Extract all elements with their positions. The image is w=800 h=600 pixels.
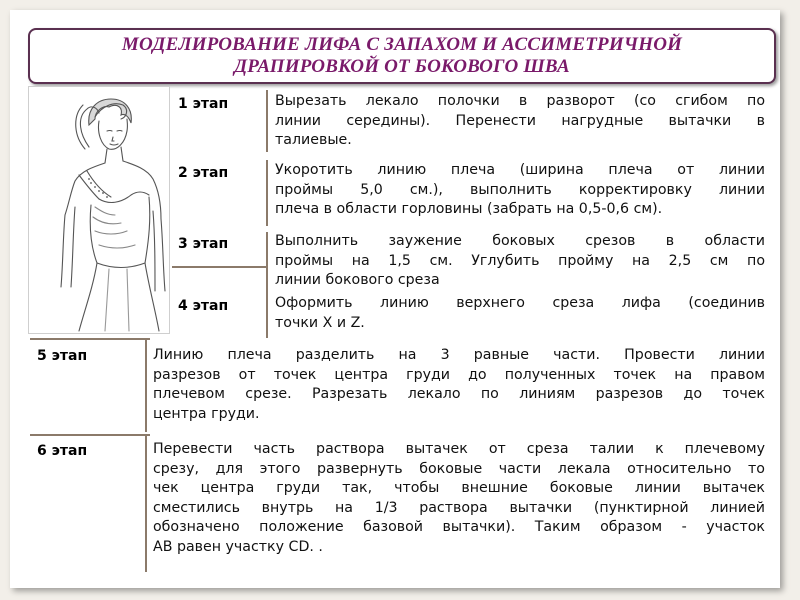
separator-stage-3 (266, 232, 268, 338)
stage-4-label: 4 этап (178, 298, 229, 314)
stage-3-label: 3 этап (178, 236, 229, 252)
separator-stage-1 (266, 90, 268, 152)
stage-1-label: 1 этап (178, 96, 229, 112)
stage-2-label: 2 этап (178, 165, 229, 181)
stage-2-text: Укоротить линию плеча (ширина плеча от линии проймы 5,0 см.), выполнить корректировку линии плеча в области горловины (забрать на 0,5-0,6 см). (275, 162, 765, 217)
stage-4-text: Оформить линию верхнего среза лифа (соединив точки X и Z. (275, 295, 765, 331)
stage-5-text: Линию плеча разделить на 3 равные части. Провести линии разрезов от точек центра груди до полученных точек на правом плечевом срезе. Разрезать лекало по линиям разрезов до точек центра груди. (153, 347, 765, 422)
underline-stage-6 (30, 434, 150, 436)
stage-1-text: Вырезать лекало полочки в разворот (со сгибом по линии середины). Перенести нагрудные вытачки в талиевые. (275, 93, 765, 148)
underline-stage-3-4 (172, 266, 268, 268)
title-line-2: ДРАПИРОВКОЙ ОТ БОКОВОГО ШВА (234, 56, 570, 77)
separator-stage-2 (266, 160, 268, 226)
title-line-1: МОДЕЛИРОВАНИЕ ЛИФА С ЗАПАХОМ И АССИМЕТРИЧНОЙ (121, 34, 683, 55)
underline-stage-5 (30, 338, 150, 340)
title-box (28, 28, 776, 84)
separator-stage-6 (145, 436, 147, 572)
stage-6-label: 6 этап (37, 443, 88, 459)
stage-5-label: 5 этап (37, 348, 88, 364)
bodice-sketch-image (28, 86, 170, 334)
stage-3-text: Выполнить заужение боковых срезов в области проймы на 1,5 см. Углубить пройму на 2,5 см по линии бокового среза (275, 233, 765, 288)
bodice-sketch (29, 87, 169, 333)
separator-stage-5 (145, 340, 147, 432)
stage-6-text: Перевести часть раствора вытачек от среза талии к плечевому срезу, для этого развернуть боковые части лекала относительно то чек центра груди так, чтобы внешние боковые линии вытачек сместились внутрь на 1/3 раствора вытачки (пунктирной линией обозначено положение базовой вытачки). Таким образом - участок АВ равен участку CD. . (153, 441, 765, 555)
